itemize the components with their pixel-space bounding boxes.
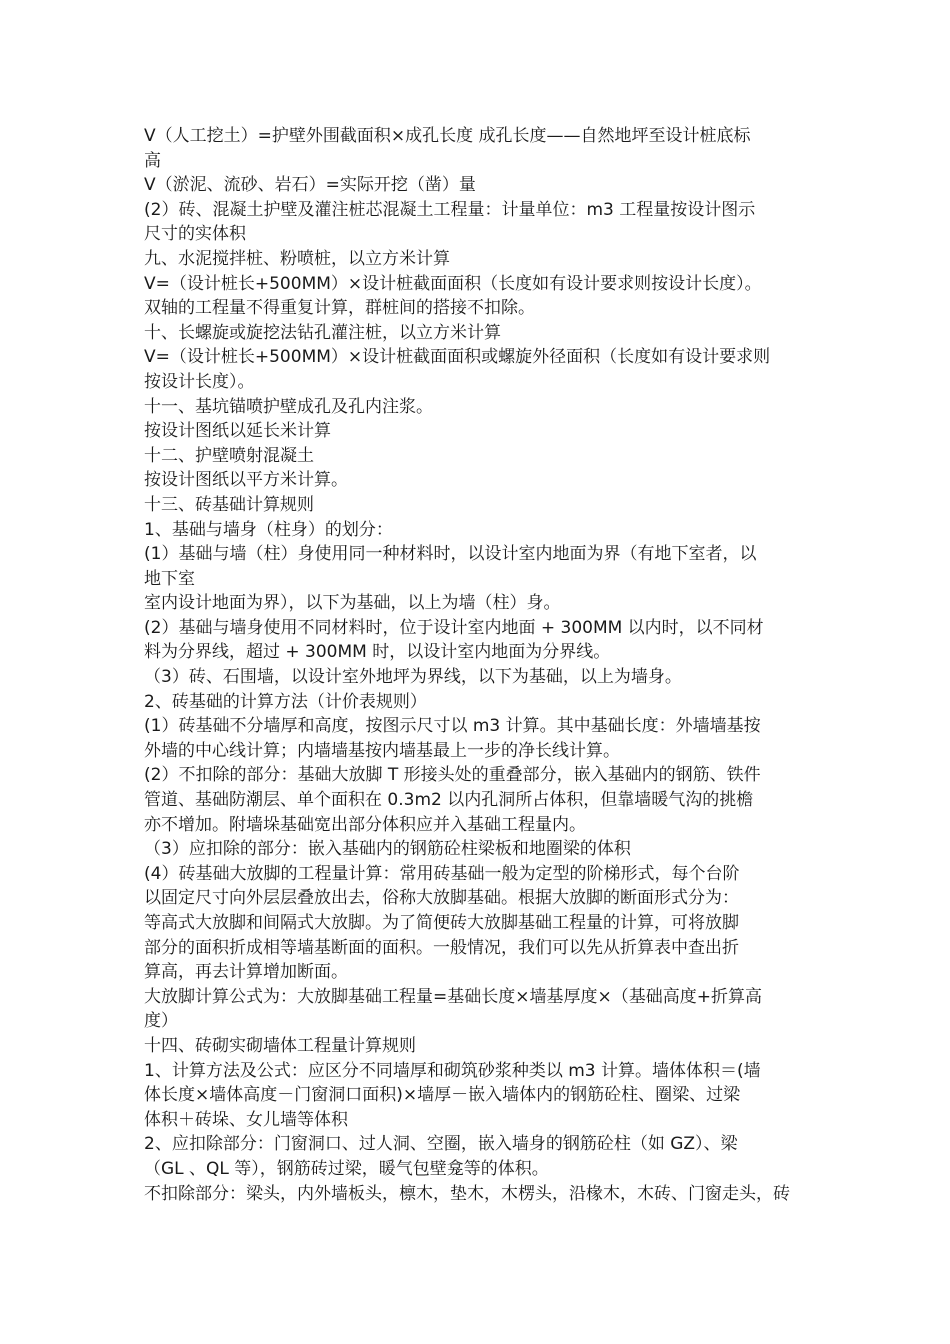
text-line: 不扣除部分：梁头，内外墙板头，檩木，垫木，木楞头，沿椽木，木砖、门窗走头，砖: [144, 1183, 790, 1204]
section-heading: 十四、砖砌实砌墙体工程量计算规则: [144, 1035, 416, 1056]
text-line: 按设计图纸以延长米计算: [144, 421, 331, 442]
section-heading: 十二、护壁喷射混凝土: [144, 445, 314, 466]
text-line: 以固定尺寸向外层层叠放出去，俗称大放脚基础。根据大放脚的断面形式分为：: [144, 888, 739, 909]
text-line: 高: [144, 150, 161, 171]
text-line: 体长度×墙体高度－门窗洞口面积)×墙厚－嵌入墙体内的钢筋砼柱、圈梁、过梁: [144, 1085, 741, 1106]
section-heading: 九、水泥搅拌桩、粉喷桩，以立方米计算: [144, 248, 450, 269]
text-line: 1、计算方法及公式：应区分不同墙厚和砌筑砂浆种类以 m3 计算。墙体体积＝(墙: [144, 1060, 761, 1081]
text-line: 双轴的工程量不得重复计算，群桩间的搭接不扣除。: [144, 298, 535, 319]
text-line: 部分的面积折成相等墙基断面的面积。一般情况，我们可以先从折算表中查出折: [144, 937, 739, 958]
text-line: （3）应扣除的部分：嵌入基础内的钢筋砼柱梁板和地圈梁的体积: [144, 839, 631, 860]
text-line: 2、应扣除部分：门窗洞口、过人洞、空圈，嵌入墙身的钢筋砼柱（如 GZ）、梁: [144, 1134, 738, 1155]
text-line: 等高式大放脚和间隔式大放脚。为了简便砖大放脚基础工程量的计算，可将放脚: [144, 913, 739, 933]
text-line: (4）砖基础大放脚的工程量计算：常用砖基础一般为定型的阶梯形式，每个台阶: [144, 863, 740, 884]
section-heading: 十一、基坑锚喷护壁成孔及孔内注浆。: [144, 396, 433, 417]
text-line: 管道、基础防潮层、单个面积在 0.3m2 以内孔洞所占体积，但靠墙暖气沟的挑檐: [144, 790, 754, 811]
text-line: 1、基础与墙身（柱身）的划分：: [144, 519, 393, 540]
text-line: 外墙的中心线计算；内墙墙基按内墙基最上一步的净长线计算。: [144, 740, 620, 761]
text-line: 按设计长度）。: [144, 371, 255, 392]
text-line: 料为分界线，超过 + 300MM 时，以设计室内地面为分界线。: [144, 642, 611, 663]
text-line: 体积＋砖垛、女儿墙等体积: [144, 1109, 348, 1130]
text-line: (1）基础与墙（柱）身使用同一种材料时，以设计室内地面为界（有地下室者，以: [144, 544, 757, 565]
text-line: （3）砖、石围墙，以设计室外地坪为界线，以下为基础，以上为墙身。: [144, 667, 682, 688]
section-heading: 十三、砖基础计算规则: [144, 494, 314, 515]
document-body: [144, 124, 812, 1206]
text-line: V=（设计桩长+500MM）×设计桩截面面积或螺旋外径面积（长度如有设计要求则: [144, 347, 771, 368]
text-line: 大放脚计算公式为：大放脚基础工程量=基础长度×墙基厚度×（基础高度+折算高: [144, 986, 762, 1007]
text-line: 度）: [144, 1011, 178, 1032]
text-line: V（人工挖土）=护壁外围截面积×成孔长度 成孔长度——自然地坪至设计桩底标: [144, 126, 751, 146]
text-line: V（淤泥、流砂、岩石）=实际开挖（凿）量: [144, 175, 476, 196]
text-line: 2、砖基础的计算方法（计价表规则）: [144, 691, 427, 712]
text-line: 室内设计地面为界），以下为基础，以上为墙（柱）身。: [144, 593, 561, 614]
text-line: 按设计图纸以平方米计算。: [144, 470, 348, 491]
text-line: （GL 、QL 等），钢筋砖过梁，暖气包壁龛等的体积。: [144, 1158, 549, 1179]
text-line: (1）砖基础不分墙厚和高度，按图示尺寸以 m3 计算。其中基础长度：外墙墙基按: [144, 716, 761, 737]
text-line: V=（设计桩长+500MM）×设计桩截面面积（长度如有设计要求则按设计长度）。: [144, 273, 762, 294]
section-heading: 十、长螺旋或旋挖法钻孔灌注桩，以立方米计算: [144, 322, 501, 343]
text-line: 尺寸的实体积: [144, 224, 246, 245]
text-line: (2）基础与墙身使用不同材料时，位于设计室内地面 + 300MM 以内时，以不同材: [144, 617, 764, 638]
text-line: 亦不增加。附墙垛基础宽出部分体积应并入基础工程量内。: [144, 814, 586, 835]
text-line: 地下室: [144, 568, 195, 589]
text-line: (2）砖、混凝土护壁及灌注桩芯混凝土工程量：计量单位：m3 工程量按设计图示: [144, 199, 756, 220]
text-line: (2）不扣除的部分：基础大放脚 T 形接头处的重叠部分，嵌入基础内的钢筋、铁件: [144, 765, 761, 786]
text-line: 算高，再去计算增加断面。: [144, 962, 348, 983]
